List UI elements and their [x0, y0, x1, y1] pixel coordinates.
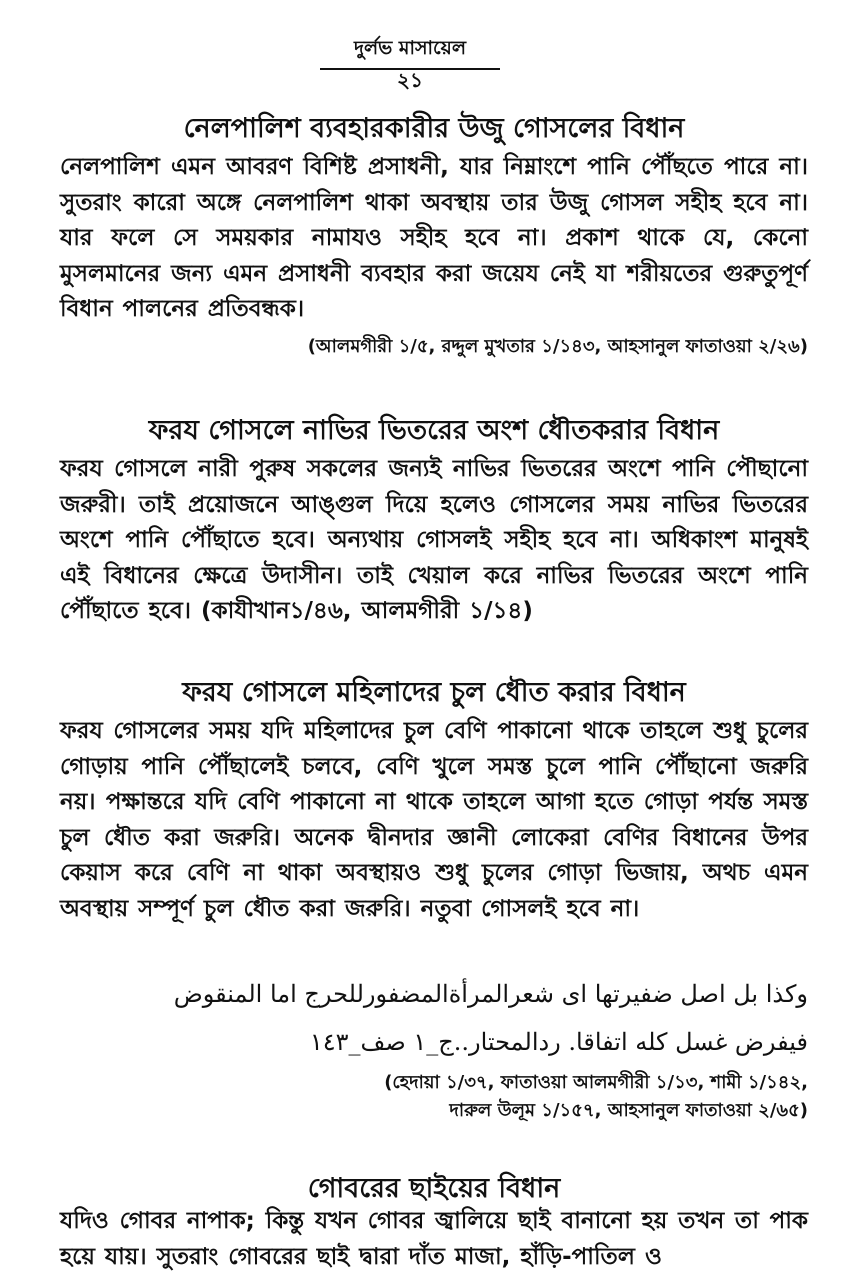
section-heading-hair: ফরয গোসলে মহিলাদের চুল ধৌত করার বিধান	[182, 677, 686, 708]
arabic-quote-line-2: فيفرض غسل كله اتفاقا. ردالمحتار..ج_١ صف_١٤٣	[309, 1028, 808, 1056]
citation-hair-line-2: দারুল উলূম ১/১৫৭, আহসানুল ফাতাওয়া ২/৬৫)	[449, 1100, 808, 1121]
citation-hair-line-1: (হেদায়া ১/৩৭, ফাতাওয়া আলমগীরী ১/১৩, শামী ১/১৪২,	[384, 1072, 808, 1093]
page-number: ২১	[397, 68, 423, 92]
section-body-navel: ফরয গোসলে নারী পুরুষ সকলের জন্যই নাভির ভিতরের অংশে পানি পৌছানো জরুরী। তাই প্রয়োজনে আঙ্গুল দিয়ে হলেও গোসলের সময় নাভির ভিতরের অংশে পানি পৌঁছাতে হবে। অন্যথায় গোসলই সহীহ হবে না। অধিকাংশ মানুষই এই বিধানের ক্ষেত্রে উদাসীন। তাই খেয়াল করে নাভির ভিতরের অংশে পানি পৌঁছাতে হবে। (কাযীখান১/৪৬, আলমগীরী ১/১৪)	[60, 456, 808, 625]
section-heading-nailpolish: নেলপালিশ ব্যবহারকারীর উজু গোসলের বিধান	[183, 113, 685, 144]
citation-nailpolish: (আলমগীরী ১/৫, রদ্দুল মুখতার ১/১৪৩, আহসানুল ফাতাওয়া ২/২৬)	[307, 336, 808, 357]
arabic-quote-line-1: وكذا بل اصل ضفيرتها اى شعرالمرأةالمضفورللحرج اما المنقوض	[173, 980, 808, 1008]
section-body-hair: ফরয গোসলের সময় যদি মহিলাদের চুল বেণি পাকানো থাকে তাহলে শুধু চুলের গোড়ায় পানি পৌঁছালেই চলবে, বেণি খুলে সমস্ত চুলে পানি পৌঁছানো জরুরি নয়। পক্ষান্তরে যদি বেণি পাকানো না থাকে তাহলে আগা হতে গোড়া পর্যন্ত সমস্ত চুল ধৌত করা জরুরি। অনেক দ্বীনদার জ্ঞানী লোকেরা বেণির বিধানের উপর কেয়াস করে বেণি না থাকা অবস্থায়ও শুধু চুলের গোড়া ভিজায়, অথচ এমন অবস্থায় সম্পূর্ণ চুল ধৌত করা জরুরি। নতুবা গোসলই হবে না।	[60, 718, 808, 922]
section-heading-navel: ফরয গোসলে নাভির ভিতরের অংশ ধৌতকরার বিধান	[148, 415, 720, 446]
section-body-dung-ash: যদিও গোবর নাপাক; কিন্তু যখন গোবর জ্বালিয়ে ছাই বানানো হয় তখন তা পাক হয়ে যায়। সুতরাং গোবরের ছাই দ্বারা দাঁত মাজা, হাঁড়ি-পাতিল ও	[60, 1208, 808, 1270]
section-heading-dung-ash: গোবরের ছাইয়ের বিধান	[307, 1173, 561, 1204]
section-body-nailpolish: নেলপালিশ এমন আবরণ বিশিষ্ট প্রসাধনী, যার নিম্নাংশে পানি পৌঁছতে পারে না। সুতরাং কারো অঙ্গে নেলপালিশ থাকা অবস্থায় তার উজু গোসল সহীহ হবে না। যার ফলে সে সময়কার নামাযও সহীহ হবে না। প্রকাশ থাকে যে, কেনো মুসলমানের জন্য এমন প্রসাধনী ব্যবহার করা জয়েয নেই যা শরীয়তের গুরুতুপূর্ণ বিধান পালনের প্রতিবন্ধক।	[60, 154, 808, 323]
running-header: দুর্লভ মাসায়েল	[320, 34, 500, 70]
